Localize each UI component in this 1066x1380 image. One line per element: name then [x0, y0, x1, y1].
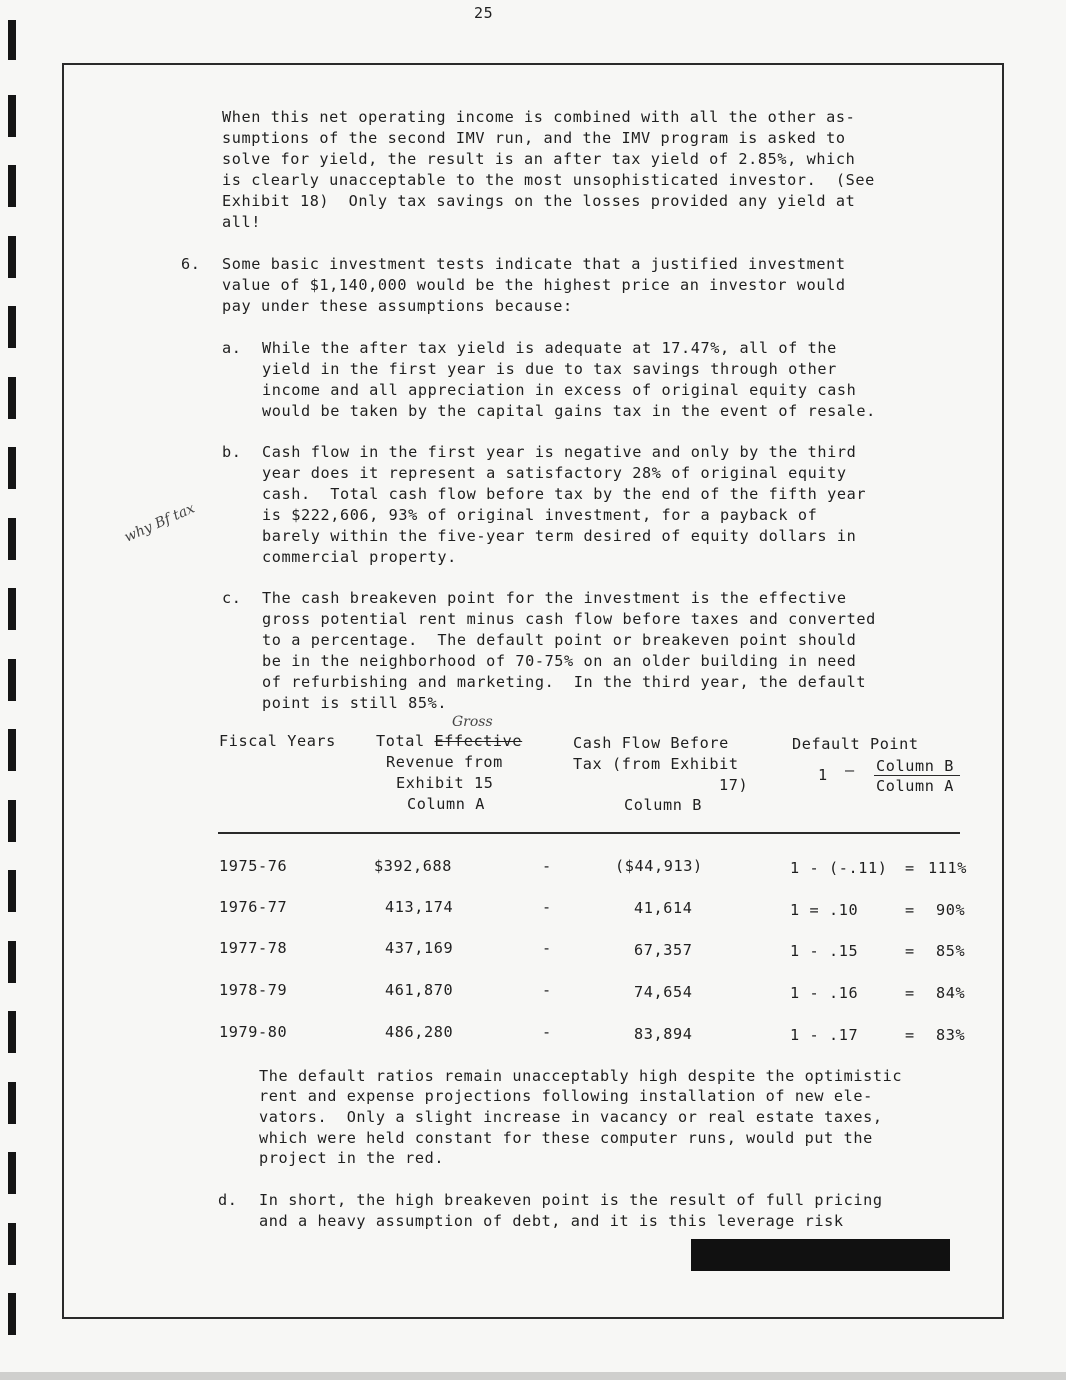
item-a-line: While the after tax yield is adequate at 17.47%, all of the — [262, 339, 837, 357]
header-total-struck: Effective — [434, 732, 523, 750]
item-b-line: commercial property. — [262, 548, 457, 566]
header-default-one: 1 — [818, 766, 828, 784]
binding-mark — [8, 447, 16, 489]
cell-year: 1979-80 — [219, 1023, 288, 1041]
item-b-line: Cash flow in the first year is negative and only by the third — [262, 443, 857, 461]
cell-equals: = — [905, 942, 915, 960]
item-b-line: year does it represent a satisfactory 28% of original equity — [262, 464, 847, 482]
item-d-marker: d. — [218, 1191, 238, 1209]
binding-mark — [8, 95, 16, 137]
binding-mark — [8, 1223, 16, 1265]
binding-mark — [8, 20, 16, 60]
redaction-block — [691, 1239, 950, 1271]
item-c-line: The cash breakeven point for the investment is the effective — [262, 589, 847, 607]
item-6-line: Some basic investment tests indicate that a justified investment — [222, 255, 846, 273]
cell-revenue: 413,174 — [385, 898, 454, 916]
binding-mark — [8, 165, 16, 207]
page-number: 25 — [474, 4, 494, 22]
item-a-line: yield in the first year is due to tax savings through other — [262, 360, 837, 378]
header-default-numerator: Column B — [876, 757, 954, 775]
after-table-line: project in the red. — [259, 1149, 445, 1167]
item-d-line: In short, the high breakeven point is the result of full pricing — [259, 1191, 883, 1209]
item-c-marker: c. — [222, 589, 242, 607]
binding-mark — [8, 236, 16, 278]
cell-equals: = — [905, 1026, 915, 1044]
header-cash-line: 17) — [719, 776, 749, 794]
cell-revenue: $392,688 — [374, 857, 452, 875]
item-c-line: to a percentage. The default point or breakeven point should — [262, 631, 857, 649]
cell-formula: 1 = .10 — [790, 901, 859, 919]
after-table-line: rent and expense projections following installation of new ele- — [259, 1087, 873, 1105]
cell-revenue: 461,870 — [385, 981, 454, 999]
binding-mark — [8, 729, 16, 771]
header-default-minus: – — [845, 761, 855, 779]
header-total-line: Revenue from — [386, 753, 503, 771]
after-table-line: which were held constant for these computer runs, would put the — [259, 1129, 873, 1147]
intro-line: When this net operating income is combined with all the other as- — [222, 108, 856, 126]
margin-annotation: why Bf tax — [121, 500, 198, 546]
binding-mark — [8, 941, 16, 983]
binding-mark — [8, 377, 16, 419]
cell-formula: 1 - .17 — [790, 1026, 859, 1044]
after-table-line: vators. Only a slight increase in vacancy or real estate taxes, — [259, 1108, 883, 1126]
item-6-marker: 6. — [181, 255, 201, 273]
item-a-line: would be taken by the capital gains tax in the event of resale. — [262, 402, 876, 420]
item-b-line: barely within the five-year term desired of equity dollars in — [262, 527, 857, 545]
binding-mark — [8, 800, 16, 842]
page-bottom-edge — [0, 1372, 1066, 1380]
intro-line: Exhibit 18) Only tax savings on the losses provided any yield at — [222, 192, 856, 210]
cell-cash-flow: 41,614 — [634, 899, 693, 917]
cell-formula: 1 - (-.11) — [790, 859, 888, 877]
binding-mark — [8, 1011, 16, 1053]
binding-mark — [8, 1082, 16, 1124]
intro-line: is clearly unacceptable to the most unsophisticated investor. (See — [222, 171, 875, 189]
cell-dash: - — [542, 981, 552, 999]
cell-dash: - — [542, 898, 552, 916]
header-total-insert: Gross — [452, 714, 493, 730]
item-b-line: is $222,606, 93% of original investment, for a payback of — [262, 506, 818, 524]
binding-mark — [8, 870, 16, 912]
item-6-line: pay under these assumptions because: — [222, 297, 573, 315]
cell-year: 1977-78 — [219, 939, 288, 957]
header-cash-line: Cash Flow Before — [573, 734, 729, 752]
item-d-line: and a heavy assumption of debt, and it is this leverage risk — [259, 1212, 844, 1230]
binding-mark — [8, 659, 16, 701]
intro-line: sumptions of the second IMV run, and the IMV program is asked to — [222, 129, 846, 147]
binding-mark — [8, 1152, 16, 1194]
cell-cash-flow: 67,357 — [634, 941, 693, 959]
cell-year: 1976-77 — [219, 898, 288, 916]
cell-cash-flow: 83,894 — [634, 1025, 693, 1043]
item-c-line: gross potential rent minus cash flow before taxes and converted — [262, 610, 876, 628]
item-b-line: cash. Total cash flow before tax by the end of the fifth year — [262, 485, 867, 503]
header-fiscal-years: Fiscal Years — [219, 732, 336, 750]
item-c-line: be in the neighborhood of 70-75% on an older building in need — [262, 652, 857, 670]
cell-equals: = — [905, 984, 915, 1002]
cell-result: 85% — [936, 942, 966, 960]
cell-cash-flow: 74,654 — [634, 983, 693, 1001]
binding-mark — [8, 588, 16, 630]
cell-dash: - — [542, 939, 552, 957]
cell-result: 111% — [928, 859, 967, 877]
cell-result: 90% — [936, 901, 966, 919]
binding-mark — [8, 1293, 16, 1335]
cell-dash: - — [542, 1023, 552, 1041]
header-cash-line: Tax (from Exhibit — [573, 755, 739, 773]
header-default-denominator: Column A — [876, 777, 954, 795]
header-total-line: Exhibit 15 — [396, 774, 494, 792]
item-6-line: value of $1,140,000 would be the highest price an investor would — [222, 276, 846, 294]
header-total-prefix: Total — [376, 732, 435, 750]
item-a-marker: a. — [222, 339, 242, 357]
header-total-revenue — [376, 731, 522, 752]
cell-formula: 1 - .16 — [790, 984, 859, 1002]
item-a-line: income and all appreciation in excess of original equity cash — [262, 381, 857, 399]
cell-revenue: 437,169 — [385, 939, 454, 957]
intro-line: all! — [222, 213, 261, 231]
item-b-marker: b. — [222, 443, 242, 461]
item-c-line: point is still 85%. — [262, 694, 448, 712]
cell-revenue: 486,280 — [385, 1023, 454, 1041]
after-table-line: The default ratios remain unacceptably high despite the optimistic — [259, 1067, 903, 1085]
cell-result: 84% — [936, 984, 966, 1002]
cell-year: 1975-76 — [219, 857, 288, 875]
cell-year: 1978-79 — [219, 981, 288, 999]
cell-equals: = — [905, 901, 915, 919]
table-rule — [218, 832, 960, 834]
cell-cash-flow: ($44,913) — [615, 857, 703, 875]
item-c-line: of refurbishing and marketing. In the third year, the default — [262, 673, 867, 691]
intro-line: solve for yield, the result is an after tax yield of 2.85%, which — [222, 150, 856, 168]
header-cash-line: Column B — [624, 796, 702, 814]
cell-dash: - — [542, 857, 552, 875]
cell-result: 83% — [936, 1026, 966, 1044]
binding-mark — [8, 306, 16, 348]
header-total-line: Column A — [407, 795, 485, 813]
cell-equals: = — [905, 859, 915, 877]
binding-mark — [8, 518, 16, 560]
cell-formula: 1 - .15 — [790, 942, 859, 960]
header-default-title: Default Point — [792, 735, 919, 753]
